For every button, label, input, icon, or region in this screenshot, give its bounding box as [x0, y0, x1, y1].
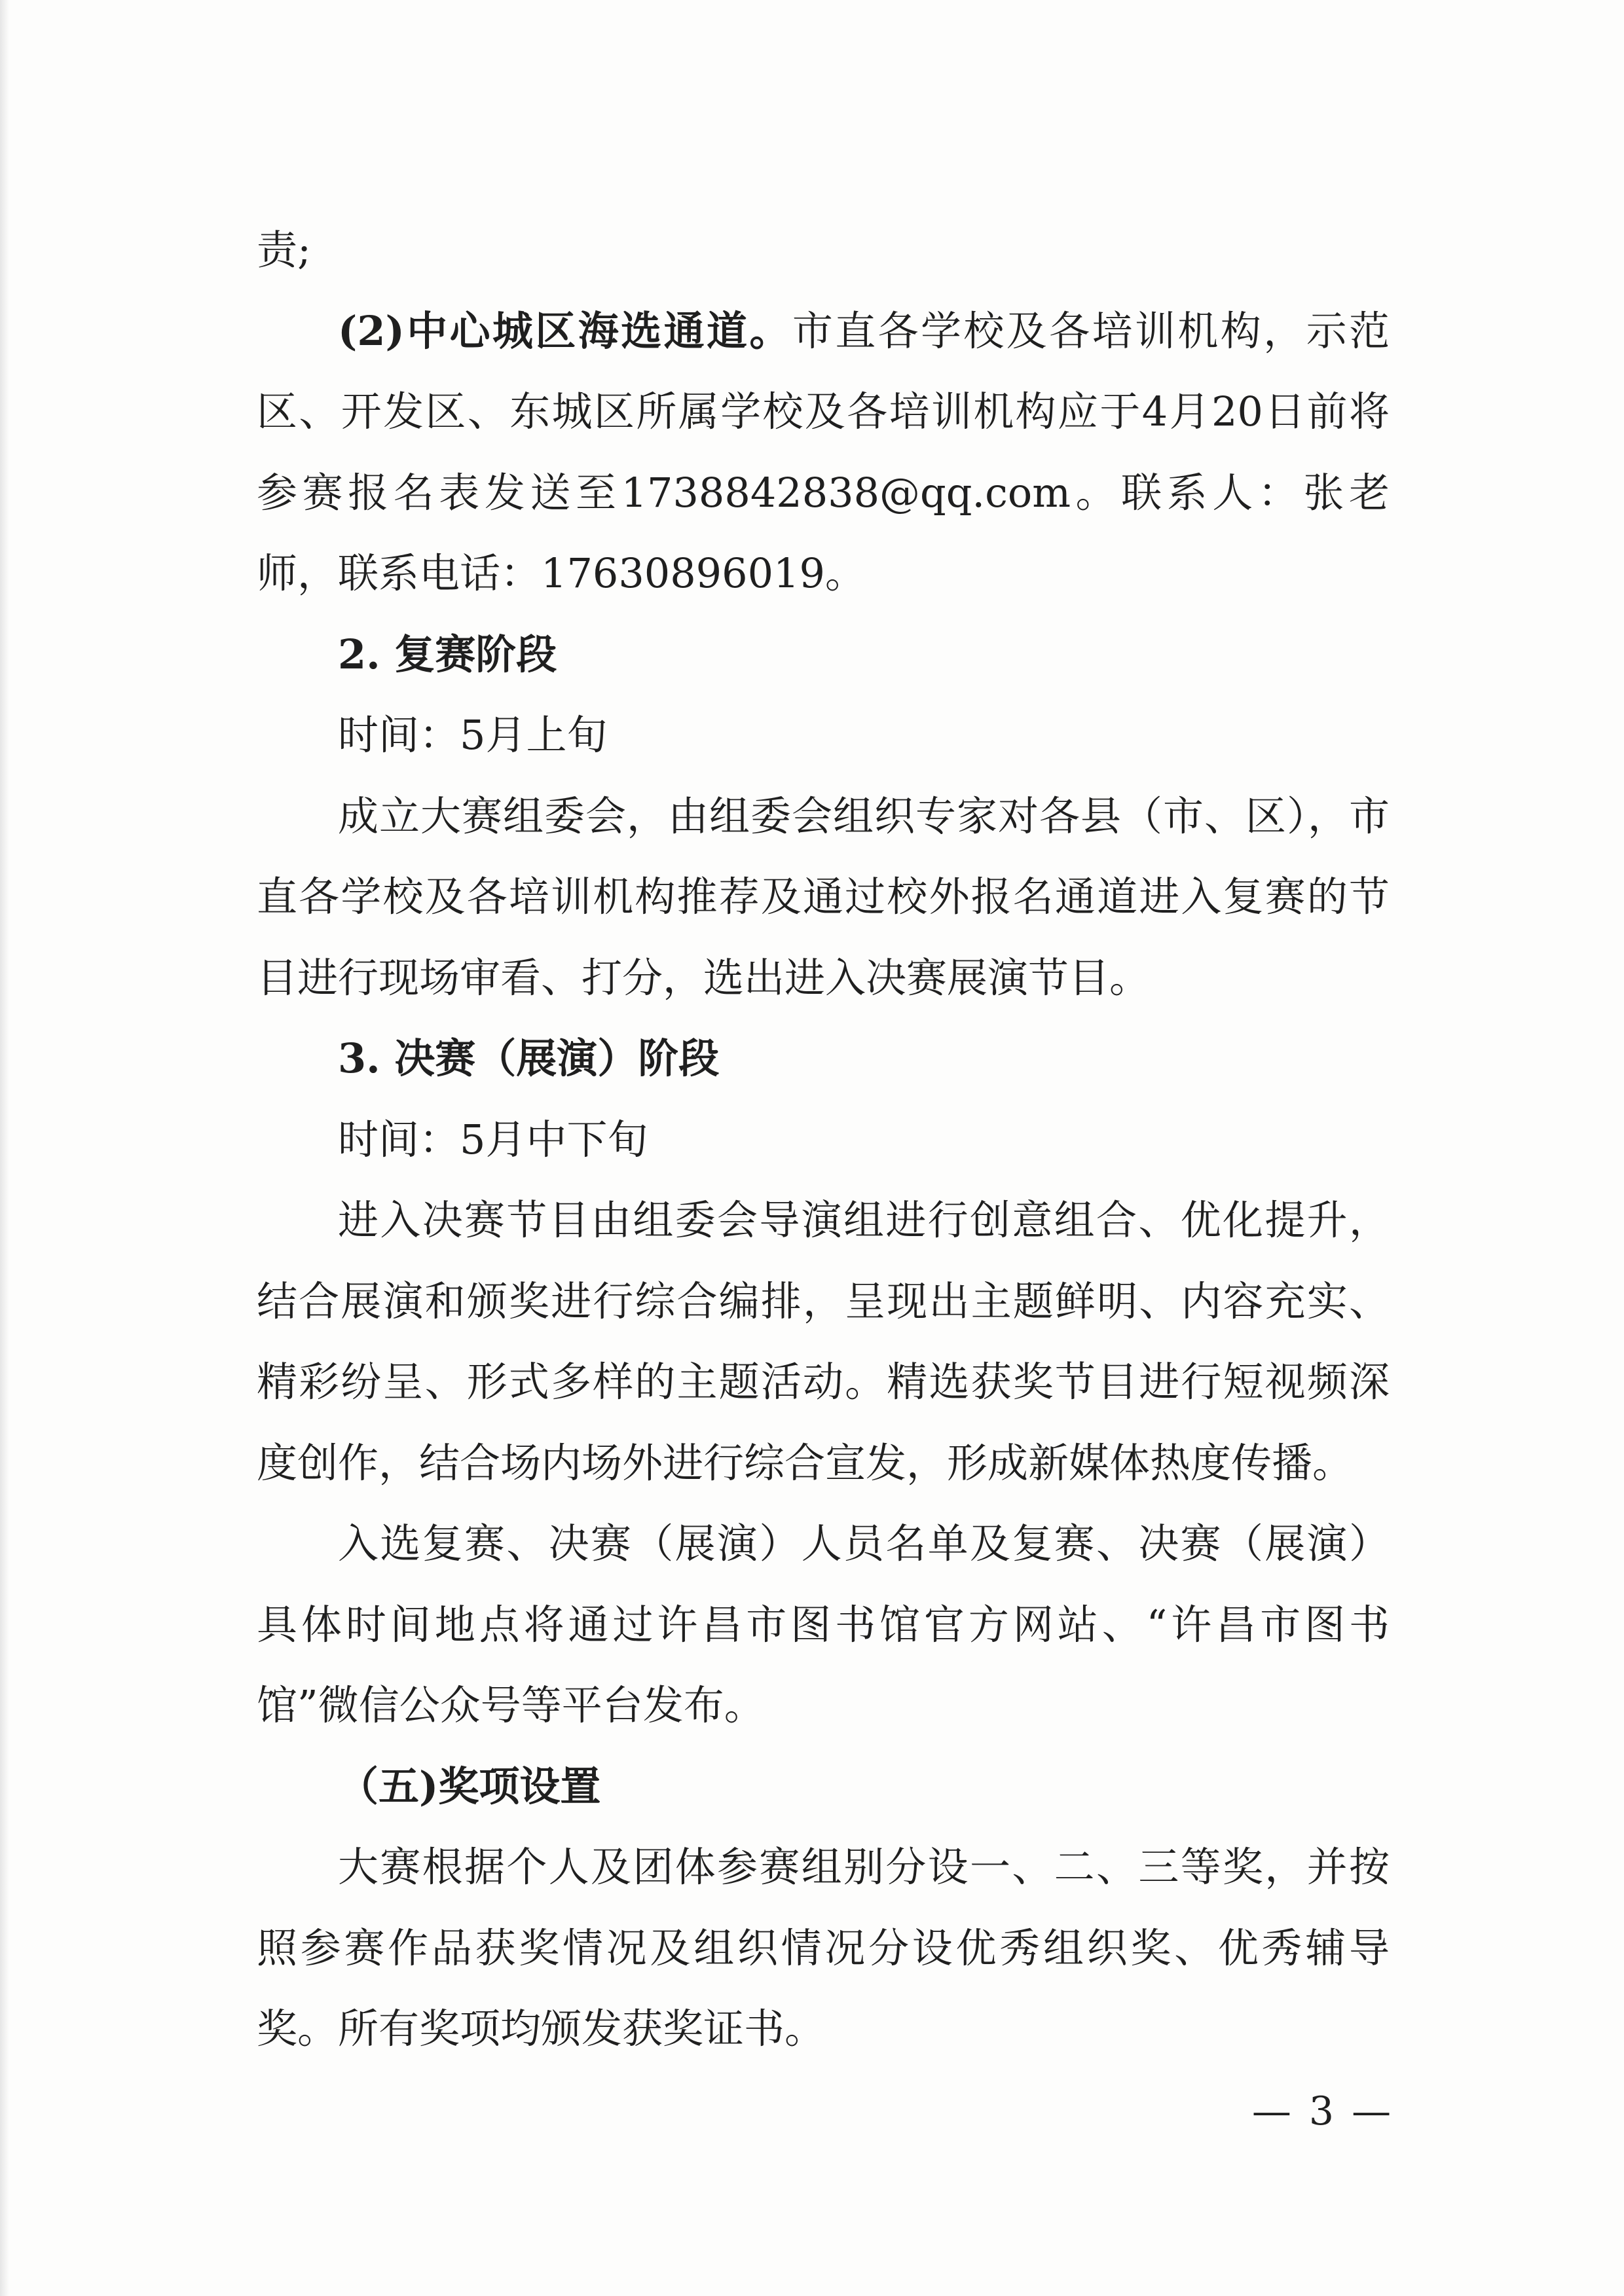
scan-edge-shadow	[0, 0, 9, 2296]
paragraph-final-time	[257, 1099, 1390, 1180]
heading-text: 3. 决赛（展演）阶段	[338, 1034, 720, 1082]
paragraph-text: 责;	[257, 226, 311, 274]
paragraph-final-body	[257, 1180, 1390, 1503]
paragraph-text: 成立大赛组委会，由组委会组织专家对各县（市、区），市直各学校及各培训机构推荐及通过校外报名通道进入复赛的节目进行现场审看、打分，选出进入决赛展演节目。	[257, 792, 1390, 1002]
paragraph-lead-heading: (2)中心城区海选通道。	[338, 306, 792, 355]
paragraph-text: 市直各学校及各培训机构，示范区、开发区、东城区所属学校及各培训机构应于4月20日前将参赛报名表发送至1738842838@qq.com。联系人：张老师，联系电话：17630896019。	[257, 306, 1390, 597]
paragraph-text: 大赛根据个人及团体参赛组别分设一、二、三等奖，并按照参赛作品获奖情况及组织情况分设优秀组织奖、优秀辅导奖。所有奖项均颁发获奖证书。	[257, 1843, 1390, 2052]
paragraph-central-district-channel	[257, 291, 1390, 614]
paragraph-announcement	[257, 1503, 1390, 1746]
paragraph-text: 时间：5月上旬	[338, 711, 608, 759]
paragraph-semifinal-time	[257, 695, 1390, 776]
paragraph-semifinal-body	[257, 776, 1390, 1019]
paragraph-text: 时间：5月中下旬	[338, 1115, 648, 1163]
heading-awards	[257, 1746, 1390, 1827]
page-number: — 3 —	[1251, 2088, 1394, 2134]
heading-text: 2. 复赛阶段	[338, 630, 557, 678]
heading-text: （五)奖项设置	[338, 1762, 601, 1810]
paragraph-text: 入选复赛、决赛（展演）人员名单及复赛、决赛（展演）具体时间地点将通过许昌市图书馆官方网站、“许昌市图书馆”微信公众号等平台发布。	[257, 1520, 1390, 1729]
paragraph-continuation	[257, 210, 1390, 291]
heading-final-stage	[257, 1018, 1390, 1099]
document-body	[257, 210, 1390, 2069]
paragraph-awards-body	[257, 1827, 1390, 2069]
paragraph-text: 进入决赛节目由组委会导演组进行创意组合、优化提升，结合展演和颁奖进行综合编排，呈现出主题鲜明、内容充实、精彩纷呈、形式多样的主题活动。精选获奖节目进行短视频深度创作，结合场内场外进行综合宣发，形成新媒体热度传播。	[257, 1196, 1390, 1487]
heading-semifinal-stage	[257, 614, 1390, 695]
